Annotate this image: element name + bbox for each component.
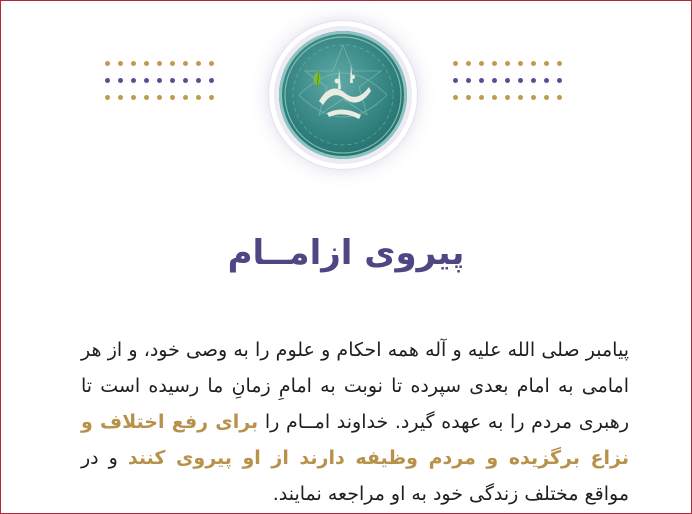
body-text-part-1: پیامبر صلی الله علیه و آله همه احکام و علوم را به وصی خود، و از هر امامی به امام بعدی سپرده تا نوبت به امامِ زمانِ ما رسیده است تا رهبری مردم را به عهده گیرد. خداوند امــام را [81, 339, 629, 433]
dot-row-gold [105, 95, 214, 100]
dot [209, 78, 214, 83]
dot [144, 95, 149, 100]
dot [118, 61, 123, 66]
dot [157, 95, 162, 100]
dot [544, 61, 549, 66]
dot [118, 95, 123, 100]
dot [453, 61, 458, 66]
dot [105, 95, 110, 100]
dot-row-gold [453, 61, 562, 66]
dot-row-purple [105, 78, 214, 83]
dot [557, 78, 562, 83]
dot [544, 78, 549, 83]
dot-row-gold [453, 95, 562, 100]
dot [557, 95, 562, 100]
body-text-part-2: و در مواقع مختلف زندگی خود به او مراجعه نمایند. [81, 447, 629, 505]
dot [518, 95, 523, 100]
dot [505, 95, 510, 100]
dot [183, 61, 188, 66]
dot [131, 78, 136, 83]
dot [183, 78, 188, 83]
dot-row-purple [453, 78, 562, 83]
emblem-seal-icon [279, 31, 407, 159]
emblem-pattern [279, 31, 407, 159]
dot-row-gold [105, 61, 214, 66]
dot [557, 61, 562, 66]
dot [518, 61, 523, 66]
dot [118, 78, 123, 83]
dot [105, 61, 110, 66]
dot [531, 78, 536, 83]
dot [479, 78, 484, 83]
emblem-badge [269, 21, 417, 169]
decorative-dots-left [105, 61, 214, 100]
dot [479, 95, 484, 100]
dot [453, 95, 458, 100]
dot [131, 95, 136, 100]
dot [492, 95, 497, 100]
body-paragraph [81, 332, 629, 512]
dot [209, 95, 214, 100]
dot [544, 95, 549, 100]
decorative-dots-right [453, 61, 562, 100]
body-highlight: برای رفع اختلاف و نزاع برگزیده و مردم وظیفه دارند از او پیروی کنند [81, 411, 629, 469]
dot [157, 61, 162, 66]
dot [105, 78, 110, 83]
dot [466, 61, 471, 66]
dot [453, 78, 458, 83]
dot [209, 61, 214, 66]
dot [144, 61, 149, 66]
dot [531, 61, 536, 66]
dot [492, 78, 497, 83]
dot [170, 95, 175, 100]
dot [466, 78, 471, 83]
dot [196, 61, 201, 66]
dot [531, 95, 536, 100]
dot [466, 95, 471, 100]
dot [183, 95, 188, 100]
dot [492, 61, 497, 66]
dot [505, 61, 510, 66]
dot [196, 78, 201, 83]
emblem-ring [274, 26, 412, 164]
dot [157, 78, 162, 83]
dot [479, 61, 484, 66]
dot [144, 78, 149, 83]
dot [518, 78, 523, 83]
dot [170, 78, 175, 83]
dot [196, 95, 201, 100]
dot [170, 61, 175, 66]
dot [131, 61, 136, 66]
page-title: پیروی ازامــام [227, 233, 465, 273]
dot [505, 78, 510, 83]
